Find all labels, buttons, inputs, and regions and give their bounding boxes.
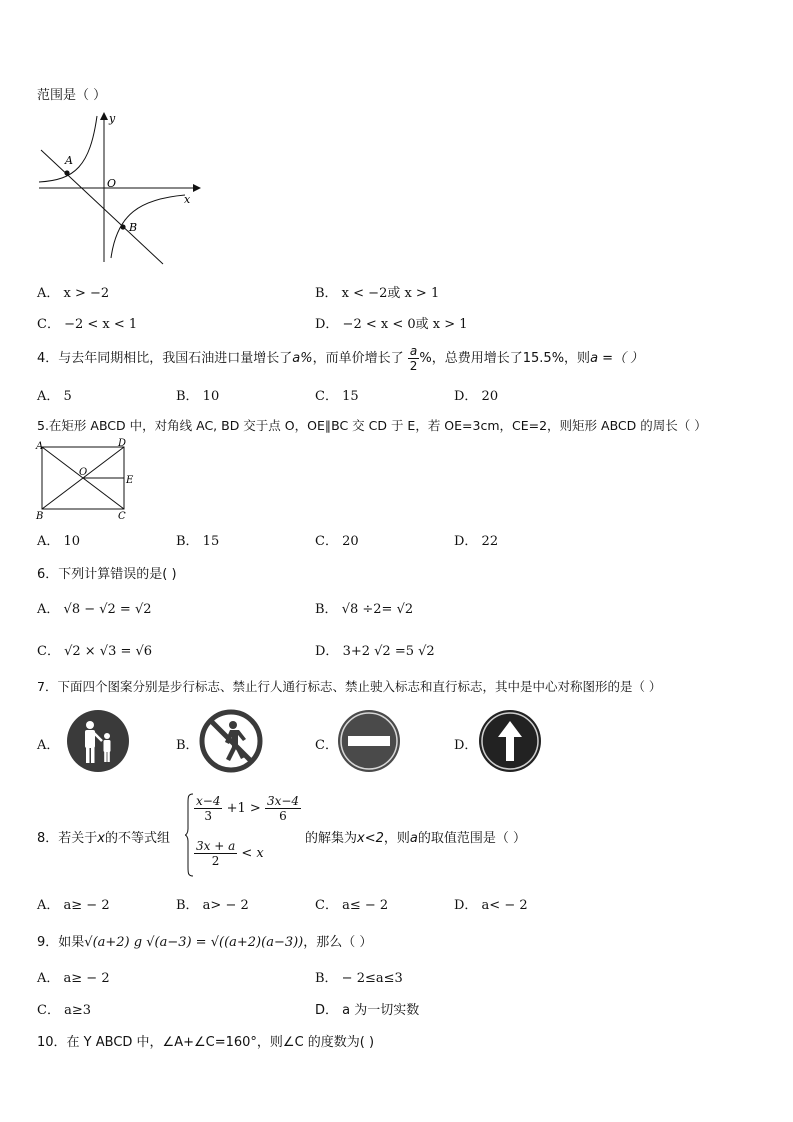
- q8-inequality-2: $\frac{3x + a}{2}$ < x: [196, 839, 264, 868]
- q10-question: 10．在 Y ABCD 中，∠A+∠C=160°，则∠C 的度数为( ): [37, 1035, 375, 1050]
- vertex-c-label: C: [118, 511, 126, 522]
- q5-option-d: D． 22: [454, 534, 499, 549]
- vertex-d-label: D: [118, 438, 127, 449]
- q4-option-c: C． 15: [315, 389, 359, 404]
- q9-question: 9．如果√(a+2) g √(a−3) = √((a+2)(a−3))，那么（ ）: [37, 935, 373, 950]
- system-brace: [184, 793, 194, 877]
- q6-question: 6．下列计算错误的是( ): [37, 567, 177, 582]
- vertex-a-label: A: [36, 441, 44, 452]
- q3-option-c: C． −2 < x < 1: [37, 317, 138, 332]
- center-o-label: O: [79, 467, 88, 478]
- q4-option-d: D． 20: [454, 389, 499, 404]
- no-pedestrian-sign-icon: [199, 709, 263, 773]
- q8-option-a: A． a≥ − 2: [37, 898, 110, 913]
- point-a-label: A: [65, 154, 73, 167]
- q9-option-d: D． a 为一切实数: [315, 1003, 420, 1018]
- q6-option-a: A． √8 − √2 = √2: [37, 602, 152, 617]
- q8-suffix: 的解集为x<2，则a的取值范围是（ ）: [305, 831, 526, 846]
- point-b: [120, 224, 125, 229]
- pedestrian-sign-icon: [66, 709, 130, 773]
- q7-option-c-label: C．: [315, 738, 338, 753]
- q5-question: 5.在矩形 ABCD 中，对角线 AC, BD 交于点 O，OE∥BC 交 CD 于 E，若 OE=3cm，CE=2，则矩形 ABCD 的周长（ ）: [37, 418, 707, 433]
- q9-option-a: A． a≥ − 2: [37, 971, 110, 986]
- point-a: [64, 170, 69, 175]
- q7-option-b-label: B．: [176, 738, 199, 753]
- vertex-b-label: B: [36, 511, 44, 522]
- axis-x-label: x: [184, 193, 191, 206]
- q8-option-d: D． a< − 2: [454, 898, 528, 913]
- q5-option-b: B． 15: [176, 534, 220, 549]
- straight-ahead-sign-icon: [478, 709, 542, 773]
- axis-y-label: y: [109, 112, 116, 125]
- q3-option-a: A． x > −2: [37, 286, 110, 301]
- no-entry-sign-icon: [337, 709, 401, 773]
- rectangle-figure: [34, 437, 144, 522]
- q9-option-c: C． a≥3: [37, 1003, 91, 1018]
- q8-inequality-1: $\frac{x-4}{3}$ +1 > $\frac{3x-4}{6}$: [196, 794, 300, 823]
- q8-prefix: 8．若关于x的不等式组: [37, 831, 170, 846]
- q5-option-c: C． 20: [315, 534, 359, 549]
- q4-fraction: $\frac{a}{2}$: [409, 344, 418, 373]
- origin-label: O: [107, 177, 117, 190]
- q7-question: 7．下面四个图案分别是步行标志、禁止行人通行标志、禁止驶入标志和直行标志，其中是中心对称图形的是（ ）: [37, 679, 662, 694]
- hyperbola-line-graph: [35, 110, 205, 265]
- q7-option-a-label: A．: [37, 738, 60, 753]
- q8-option-c: C． a≤ − 2: [315, 898, 389, 913]
- q4-option-b: B． 10: [176, 389, 220, 404]
- q7-option-d-label: D．: [454, 738, 478, 753]
- q5-option-a: A． 10: [37, 534, 81, 549]
- q3-option-d: D． −2 < x < 0或 x > 1: [315, 317, 468, 332]
- question-continuation: 范围是（ ）: [37, 88, 107, 103]
- q6-option-d: D． 3+2 √2 =5 √2: [315, 644, 435, 659]
- point-b-label: B: [129, 221, 138, 234]
- q9-option-b: B． − 2≤a≤3: [315, 971, 403, 986]
- q4-option-a: A． 5: [37, 389, 72, 404]
- q3-option-b: B． x < −2或 x > 1: [315, 286, 440, 301]
- point-e-label: E: [126, 475, 134, 486]
- q6-option-b: B． √8 ÷2= √2: [315, 602, 414, 617]
- q6-option-c: C． √2 × √3 = √6: [37, 644, 153, 659]
- q4-question: 4．与去年同期相比，我国石油进口量增长了a%，而单价增长了 $\frac{a}{2}$ %，总费用增长了15.5%，则a =（ ）: [37, 344, 644, 373]
- q8-option-b: B． a> − 2: [176, 898, 249, 913]
